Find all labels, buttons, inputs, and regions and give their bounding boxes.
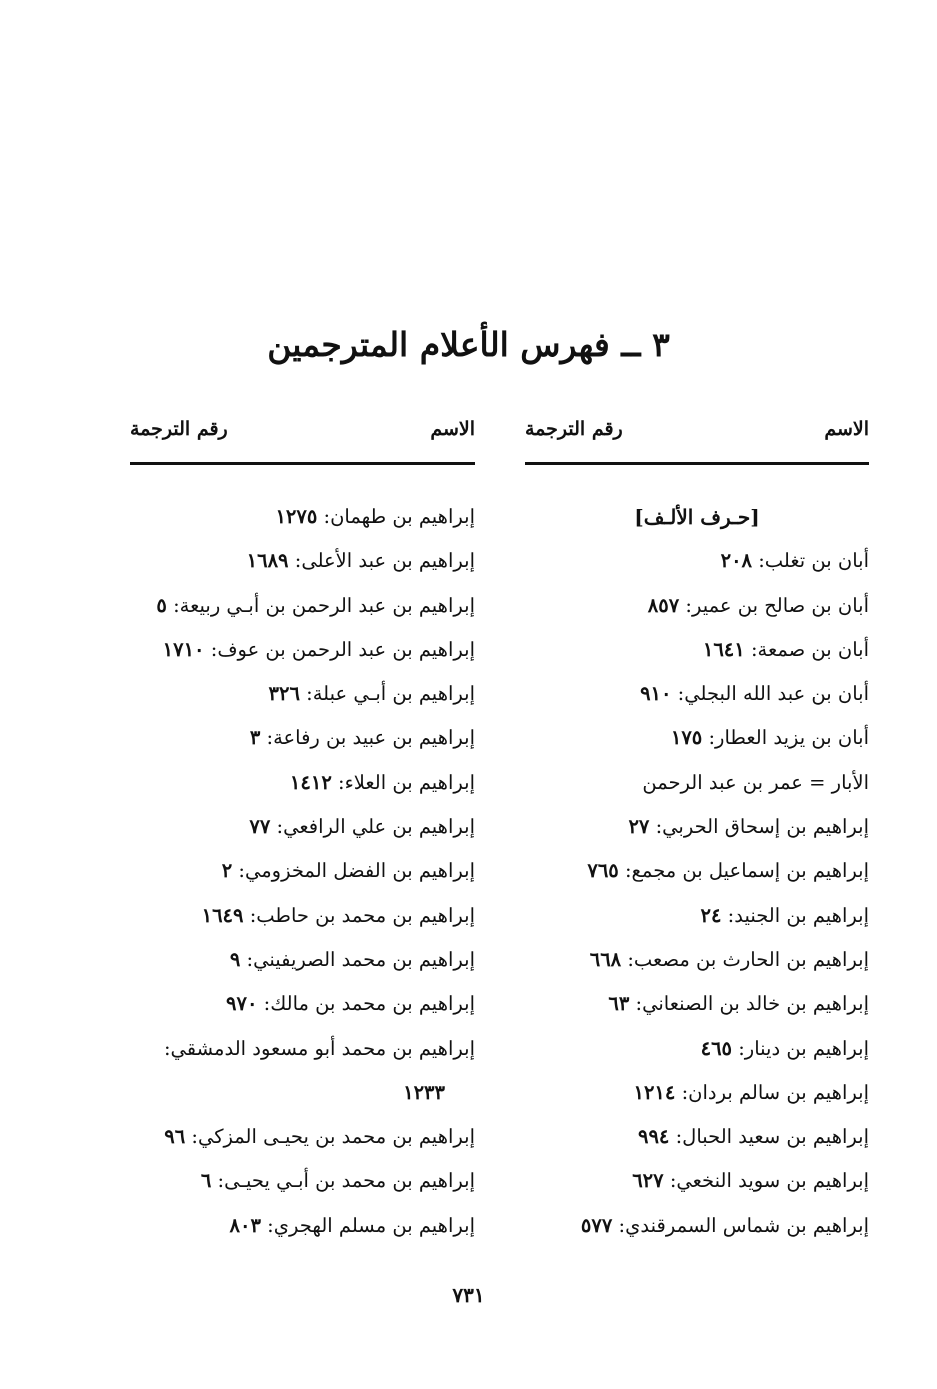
entry-number: ١٧١٠ — [162, 637, 205, 661]
entry-name: إبراهيم بن عبد الرحمن بن عوف: — [204, 637, 475, 661]
index-entry — [130, 1204, 475, 1248]
entry-number: ٢٧ — [628, 815, 650, 839]
index-entry — [130, 849, 475, 893]
section-heading — [525, 495, 869, 539]
index-entry — [525, 1027, 869, 1071]
entry-number: ٦٢٧ — [632, 1169, 664, 1193]
header-rule — [525, 462, 869, 465]
entry-number: ١٢١٤ — [633, 1080, 676, 1104]
index-entry — [130, 1027, 475, 1116]
entry-number: ٩٩٤ — [637, 1125, 670, 1149]
entry-name: إبراهيم بن دينار: — [732, 1036, 869, 1060]
entry-number: ١٦٨٩ — [246, 549, 289, 573]
index-entry — [525, 1071, 869, 1115]
entry-name: إبراهيم بن إسماعيل بن مجمع: — [618, 859, 869, 883]
index-entry — [130, 805, 475, 849]
entry-name: إبراهيم بن محمد بن أبـي يحيـى: — [211, 1169, 475, 1193]
entry-number: ٧٦٥ — [587, 859, 619, 883]
entry-number: ٦٣ — [608, 992, 630, 1016]
index-entry — [525, 628, 869, 672]
index-entry — [130, 1159, 475, 1203]
name-header: الاسم — [430, 418, 475, 440]
entry-name: الأبار = عمر بن عبد الرحمن — [642, 770, 869, 794]
entry-name: إبراهيم بن الجنيد: — [721, 903, 869, 927]
header-rule — [130, 462, 475, 465]
entry-name: إبراهيم بن مسلم الهجري: — [260, 1213, 475, 1237]
index-entry — [130, 672, 475, 716]
index-entry — [525, 1115, 869, 1159]
entry-name: إبراهيم بن عبد الأعلى: — [288, 549, 475, 573]
entry-name: أبان بن عبد الله البجلي: — [671, 682, 869, 706]
entry-name: إبراهيم بن محمد بن حاطب: — [243, 903, 475, 927]
index-entry — [525, 982, 869, 1026]
entry-name: أبان بن صمعة: — [744, 637, 869, 661]
entry-number: ١٦٤١ — [702, 637, 745, 661]
entry-name: إبراهيم بن محمد أبو مسعود الدمشقي: — [163, 1036, 475, 1060]
index-entry — [130, 761, 475, 805]
entry-name: إبراهيم بن طهمان: — [317, 505, 475, 528]
entry-name: إبراهيم بن علي الرافعي: — [270, 815, 475, 839]
entry-number: ٢٠٨ — [720, 549, 753, 573]
entry-number: ١٧٥ — [670, 726, 703, 750]
entry-number: ١٢٧٥ — [275, 505, 318, 528]
entry-name: إبراهيم بن شماس السمرقندي: — [612, 1213, 869, 1237]
entry-name: إبراهيم بن محمد بن مالك: — [257, 992, 475, 1016]
entry-number: ١٦٤٩ — [201, 903, 244, 927]
page-title: ٣ ــ فهرس الأعلام المترجمين — [267, 325, 670, 364]
index-entry — [130, 1115, 475, 1159]
entry-list — [525, 495, 869, 1248]
index-entry — [130, 938, 475, 982]
index-entry — [130, 628, 475, 672]
index-entry — [130, 716, 475, 760]
entry-number: ٢ — [221, 859, 233, 883]
name-header: الاسم — [824, 418, 869, 440]
entry-name: إبراهيم بن أبـي عبلة: — [299, 682, 475, 706]
column-header — [525, 418, 869, 446]
entry-name: إبراهيم بن سويد النخعي: — [663, 1169, 869, 1193]
entry-list — [130, 495, 475, 1248]
column-header — [130, 418, 475, 446]
entry-name: إبراهيم بن سالم بردان: — [675, 1080, 869, 1104]
entry-number: ١٤١٢ — [289, 770, 332, 794]
entry-number: ١٢٣٣ — [403, 1080, 445, 1104]
index-entry — [525, 894, 869, 938]
entry-name: إبراهيم بن العلاء: — [331, 770, 475, 794]
entry-number: ٩٧٠ — [226, 992, 258, 1016]
index-entry — [130, 584, 475, 628]
entry-number: ٨٥٧ — [647, 593, 680, 617]
index-entry — [525, 849, 869, 893]
index-entry — [525, 716, 869, 760]
index-entry — [525, 1204, 869, 1248]
entry-name: إبراهيم بن الحارث بن مصعب: — [621, 947, 869, 971]
entry-number: ٣٢٦ — [268, 682, 300, 706]
entry-name: إبراهيم بن عبد الرحمن بن أبـي ربيعة: — [166, 593, 475, 617]
entry-name: أبان بن تغلب: — [752, 549, 869, 573]
entry-name: إبراهيم بن عبيد بن رفاعة: — [260, 726, 475, 750]
entry-name: إبراهيم بن إسحاق الحربي: — [649, 815, 869, 839]
entry-number: ٨٠٣ — [229, 1213, 261, 1237]
entry-number: ٥٧٧ — [580, 1213, 613, 1237]
entry-number: ٧٧ — [249, 815, 271, 839]
entry-number: ٩ — [229, 947, 241, 971]
entry-number: ٩٦ — [164, 1125, 186, 1149]
entry-number: ٣ — [249, 726, 261, 750]
index-entry — [130, 894, 475, 938]
index-entry — [130, 982, 475, 1026]
entry-name: إبراهيم بن محمد الصريفيني: — [240, 947, 475, 971]
page-number: ٧٣١ — [452, 1283, 485, 1307]
index-entry — [525, 1159, 869, 1203]
index-entry — [525, 761, 869, 805]
entry-number: ٩١٠ — [640, 682, 672, 706]
entry-name: [حـرف الألـف] — [634, 505, 760, 529]
entry-number: ٦ — [200, 1169, 212, 1193]
number-header: رقم الترجمة — [525, 418, 623, 440]
index-entry — [130, 495, 475, 539]
entry-name: إبراهيم بن خالد بن الصنعاني: — [629, 992, 869, 1016]
entry-number: ٤٦٥ — [700, 1036, 733, 1060]
index-entry — [525, 805, 869, 849]
entry-name: أبان بن يزيد العطار: — [702, 726, 869, 750]
entry-name: إبراهيم بن الفضل المخزومي: — [232, 859, 475, 883]
index-entry — [130, 539, 475, 583]
number-header: رقم الترجمة — [130, 418, 228, 440]
entry-number: ٢٤ — [700, 903, 722, 927]
index-entry — [525, 584, 869, 628]
entry-number: ٥ — [156, 593, 167, 617]
index-entry — [525, 938, 869, 982]
entry-number: ٦٦٨ — [589, 947, 622, 971]
entry-name: إبراهيم بن سعيد الحبال: — [669, 1125, 869, 1149]
index-entry — [525, 672, 869, 716]
index-entry — [525, 539, 869, 583]
entry-name: إبراهيم بن محمد بن يحيـى المزكي: — [185, 1125, 475, 1149]
entry-name: أبان بن صالح بن عمير: — [679, 593, 869, 617]
